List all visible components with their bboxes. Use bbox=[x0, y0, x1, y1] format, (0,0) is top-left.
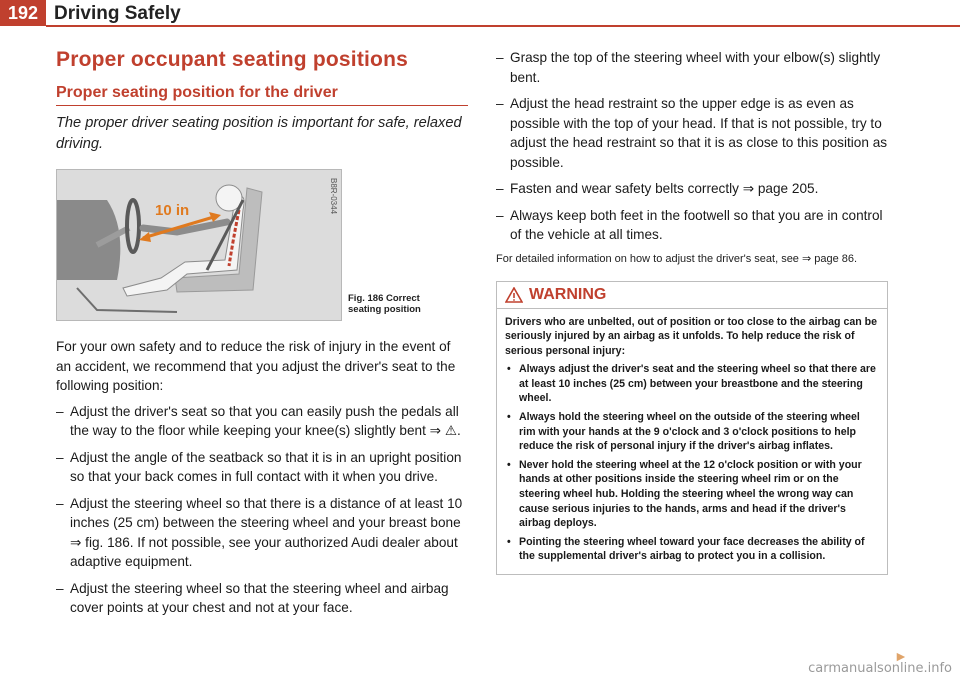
watermark: carmanualsonline.info bbox=[808, 661, 952, 676]
warning-bullet: • Always hold the steering wheel on the outside of the steering wheel rim with your hands at the 9 o'clock and 3 o'clock positions to help reduce the risk of personal injury if the driver's airbag inflates. bbox=[505, 410, 879, 454]
left-column bbox=[56, 48, 468, 625]
warning-bullet: • Pointing the steering wheel toward your face decreases the ability of the supplemental driver's airbag to protect you in a collision. bbox=[505, 535, 879, 564]
list-item: – Adjust the steering wheel so that the steering wheel and airbag cover points at your chest and not at your face. bbox=[56, 579, 468, 618]
warning-bullet: • Never hold the steering wheel at the 12 o'clock position or with your hands at other positions inside the steering wheel rim or on the steering wheel hub. Holding the steering wheel the wrong way can cause serious injuries to the hands, arms and head if the driver's airbag deploys. bbox=[505, 458, 879, 531]
list-item: – Fasten and wear safety belts correctly ⇒ page 205. bbox=[496, 179, 888, 199]
warning-triangle-icon bbox=[505, 287, 523, 303]
section-intro: The proper driver seating position is important for safe, relaxed driving. bbox=[56, 115, 462, 152]
list-item: – Adjust the head restraint so the upper edge is as even as possible with the top of your head. If that is not possible, try to adjust the head restraint so that it is as close to this position as possible. bbox=[496, 94, 888, 172]
seat-adjust-note: For detailed information on how to adjust the driver's seat, see ⇒ page 86. bbox=[496, 252, 858, 265]
right-column bbox=[496, 48, 888, 575]
warning-title: WARNING bbox=[529, 285, 607, 303]
figure-caption-line1: Fig. 186 Correct bbox=[348, 293, 420, 304]
right-steps-list bbox=[496, 48, 888, 245]
figure-image bbox=[56, 169, 342, 321]
left-steps-list bbox=[56, 402, 468, 618]
figure-code: B8R-0344 bbox=[329, 178, 338, 215]
list-item: – Grasp the top of the steering wheel with your elbow(s) slightly bent. bbox=[496, 48, 888, 87]
figure bbox=[56, 169, 468, 321]
figure-caption-line2: seating position bbox=[348, 304, 421, 315]
list-item: – Adjust the angle of the seatback so that it is in an upright position so that your back comes in full contact with it when you drive. bbox=[56, 448, 468, 487]
section-title: Proper occupant seating positions bbox=[56, 48, 408, 71]
list-item: – Adjust the steering wheel so that there is a distance of at least 10 inches (25 cm) between the steering wheel and your breast bone ⇒ fig. 186. If not possible, see your authorized Audi dealer about adaptive equipment. bbox=[56, 494, 468, 572]
distance-label: 10 in bbox=[155, 202, 190, 219]
warning-box bbox=[496, 281, 888, 576]
page-number: 192 bbox=[0, 0, 46, 26]
section-subtitle: Proper seating position for the driver bbox=[56, 84, 468, 106]
header-rule bbox=[46, 25, 960, 27]
warning-body bbox=[497, 309, 887, 575]
page-header bbox=[0, 0, 960, 26]
seating-illustration bbox=[57, 170, 341, 320]
figure-caption bbox=[348, 293, 421, 315]
list-item: – Always keep both feet in the footwell so that you are in control of the vehicle at all times. bbox=[496, 206, 888, 245]
intro-paragraph: For your own safety and to reduce the risk of injury in the event of an accident, we recommend that you adjust the driver's seat to the following position: bbox=[56, 339, 456, 393]
warning-bullet: • Always adjust the driver's seat and the steering wheel so that there are at least 10 inches (25 cm) between your breastbone and the steering wheel. bbox=[505, 362, 879, 406]
warning-lead: Drivers who are unbelted, out of position or too close to the airbag can be seriously injured by an airbag as it unfolds. To help reduce the risk of serious personal injury: bbox=[505, 315, 878, 357]
warning-header bbox=[497, 282, 887, 309]
arrow-right-icon: ► bbox=[894, 648, 908, 664]
list-item: – Adjust the driver's seat so that you can easily push the pedals all the way to the floor while keeping your knee(s) slightly bent ⇒ ⚠. bbox=[56, 402, 468, 441]
chapter-title: Driving Safely bbox=[54, 3, 181, 24]
